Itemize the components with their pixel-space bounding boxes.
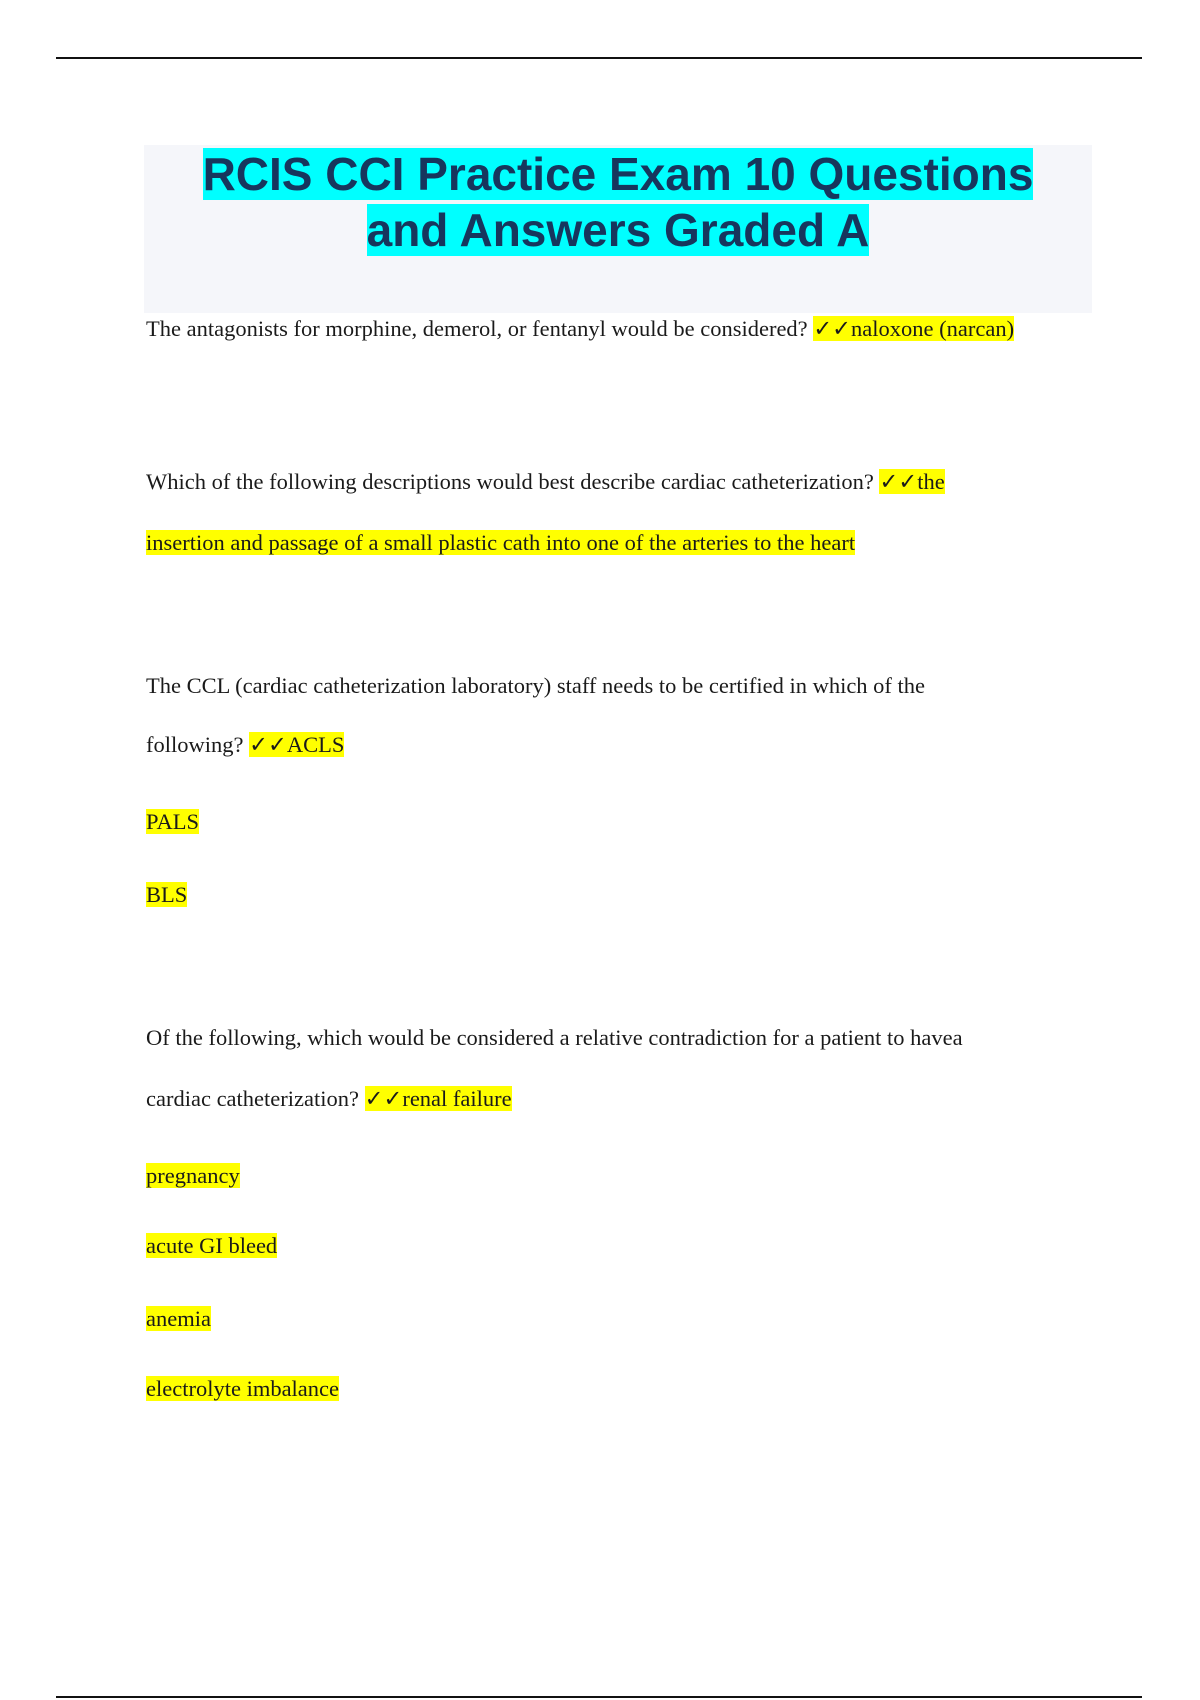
answer-4-3 xyxy=(146,1231,277,1261)
footer-rule xyxy=(56,1696,1142,1698)
question-4-text-1: Of the following, which would be considered a relative contradiction for a patient to havea xyxy=(146,1025,963,1050)
question-3-text-1: The CCL (cardiac catheterization laboratory) staff needs to be certified in which of the xyxy=(146,673,926,698)
answer-2-start xyxy=(879,469,944,494)
answer-4-2 xyxy=(146,1161,240,1191)
answer-3-3-text: BLS xyxy=(146,882,188,907)
answer-2-first-word: the xyxy=(917,469,945,494)
answer-3-1 xyxy=(249,732,344,757)
question-4-line-2 xyxy=(146,1084,512,1114)
answer-4-5 xyxy=(146,1374,339,1404)
answer-3-2-text: PALS xyxy=(146,809,199,834)
title-line-1: RCIS CCI Practice Exam 10 Questions xyxy=(202,148,1034,200)
answer-4-4-text: anemia xyxy=(146,1306,211,1331)
question-2-text: Which of the following descriptions would best describe cardiac catheterization? xyxy=(146,469,874,494)
question-3-line-1 xyxy=(146,671,925,701)
checkmark-icon: ✓✓ xyxy=(249,732,287,757)
checkmark-icon: ✓✓ xyxy=(364,1086,403,1111)
answer-4-1-text: renal failure xyxy=(402,1086,512,1111)
checkmark-icon: ✓✓ xyxy=(813,316,852,341)
answer-4-2-text: pregnancy xyxy=(146,1163,240,1188)
answer-2-continuation xyxy=(146,528,855,558)
answer-4-3-text: acute GI bleed xyxy=(146,1233,278,1258)
question-1 xyxy=(146,314,1014,344)
answer-3-3 xyxy=(146,880,187,910)
answer-1-text: naloxone (narcan) xyxy=(851,316,1015,341)
answer-3-2 xyxy=(146,807,199,837)
question-1-text: The antagonists for morphine, demerol, or fentanyl would be considered? xyxy=(146,316,808,341)
question-4-text-2: cardiac catheterization? xyxy=(146,1086,359,1111)
answer-3-1-text: ACLS xyxy=(286,732,345,757)
title-line-2: and Answers Graded A xyxy=(366,204,870,256)
question-4-line-1 xyxy=(146,1023,963,1053)
document-title xyxy=(144,146,1092,258)
checkmark-icon: ✓✓ xyxy=(879,469,918,494)
answer-1 xyxy=(813,316,1014,341)
answer-4-1 xyxy=(365,1086,512,1111)
answer-2-text: insertion and passage of a small plastic cath into one of the arteries to the heart xyxy=(146,530,856,555)
question-2 xyxy=(146,467,945,497)
question-3-text-2: following? xyxy=(146,732,244,757)
answer-4-5-text: electrolyte imbalance xyxy=(146,1376,340,1401)
answer-4-4 xyxy=(146,1304,211,1334)
question-3-line-2 xyxy=(146,730,344,760)
header-rule xyxy=(56,57,1142,59)
